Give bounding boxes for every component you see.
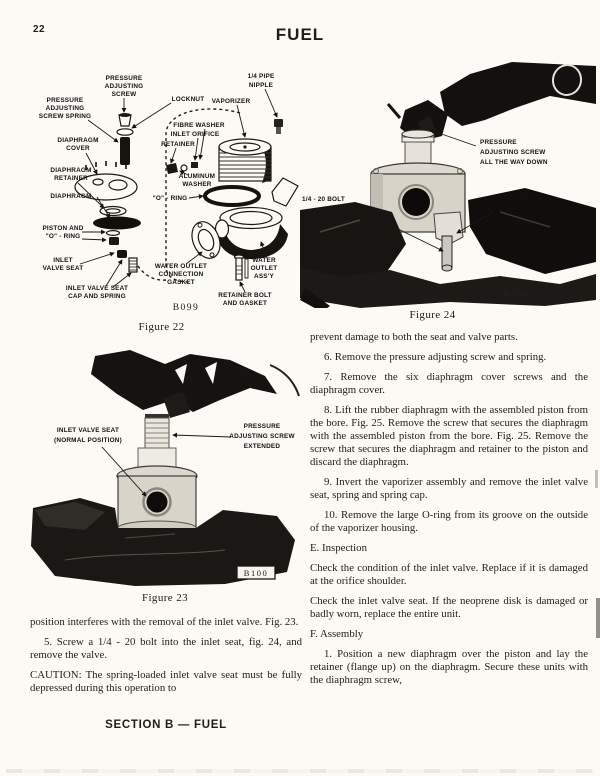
label-diaphragm: DIAPHRAGM — [50, 193, 92, 200]
label-pressure-adjusting-screw: PRESSURE — [105, 75, 143, 82]
svg-text:CONNECTION: CONNECTION — [158, 271, 204, 278]
svg-text:ADJUSTING SCREW: ADJUSTING SCREW — [480, 149, 546, 156]
right-column-text — [310, 331, 588, 694]
paragraph: CAUTION: The spring-loaded inlet valve seat must be fully depressed during this operation to — [30, 669, 302, 694]
figure-24-caption: Figure 24 — [409, 309, 456, 321]
left-column-text — [30, 616, 302, 702]
paragraph: position interferes with the removal of the inlet valve. Fig. 23. — [30, 616, 299, 628]
figure-22-photo-code: B099 — [172, 303, 200, 313]
label-fibre-washer: FIBRE WASHER — [173, 122, 225, 129]
hand-photo — [91, 350, 299, 418]
retainer-bolt-part — [235, 255, 249, 280]
scan-edge-mark — [595, 470, 598, 488]
label-seat-cap-spring: INLET VALVE SEAT — [65, 285, 129, 292]
label-aluminum-washer: ALUMINUM — [178, 173, 216, 180]
svg-text:(NORMAL POSITION): (NORMAL POSITION) — [54, 437, 122, 444]
label-water-outlet-gasket: WATER OUTLET — [154, 263, 208, 270]
label-inlet-valve-seat-normal: INLET VALVE SEAT — [56, 427, 120, 434]
o-ring-part — [205, 187, 259, 205]
svg-text:ADJUSTING: ADJUSTING — [45, 105, 85, 112]
diaphragm-part — [93, 217, 141, 230]
section-heading-inspection: E. Inspection — [310, 542, 367, 554]
label-quarter-20-bolt: 1/4 - 20 BOLT — [302, 196, 345, 203]
pressure-adjusting-screw-part — [119, 113, 131, 126]
paragraph: 7. Remove the six diaphragm cover screws and the diaphragm cover. — [310, 371, 588, 396]
svg-text:RETAINER: RETAINER — [54, 175, 88, 182]
inlet-valve-seat-part — [117, 250, 127, 258]
scan-bottom-band — [6, 769, 594, 773]
pipe-nipple-part — [274, 119, 283, 134]
label-retainer-bolt-gasket: RETAINER BOLT — [218, 292, 272, 299]
label-vaporizer: VAPORIZER — [211, 98, 251, 105]
figure-23-code-box — [237, 566, 275, 579]
inlet-orifice-block-photo — [434, 212, 463, 271]
label-water-outlet-assy: WATER — [252, 257, 276, 264]
figure-23-photo-code: B100 — [243, 568, 269, 578]
svg-text:EXTENDED: EXTENDED — [243, 443, 281, 450]
svg-text:SCREW: SCREW — [111, 91, 137, 98]
svg-text:SCREW SPRING: SCREW SPRING — [38, 113, 92, 120]
label-inlet-valve-seat: INLET — [53, 257, 73, 264]
label-screw-all-the-way-down: PRESSURE — [480, 139, 517, 146]
svg-text:COVER: COVER — [66, 145, 90, 152]
extended-screw-photo — [138, 414, 176, 472]
scan-edge-mark — [596, 598, 600, 638]
svg-text:VALVE SEAT: VALVE SEAT — [42, 265, 84, 272]
label-piston-o-ring: PISTON AND — [42, 225, 84, 232]
paragraph: 10. Remove the large O-ring from its groove on the outside of the vaporizer housing. — [310, 509, 588, 534]
label-retainer: RETAINER — [161, 141, 195, 148]
svg-text:GASKET: GASKET — [167, 279, 195, 286]
spring-part — [120, 137, 130, 165]
svg-text:CAP AND SPRING: CAP AND SPRING — [68, 293, 126, 300]
paragraph: 1. Position a new diaphragm over the piston and lay the retainer (flange up) on the diaphragm. Secure these units with the diaphragm screw, — [310, 648, 588, 686]
label-screw-extended: PRESSURE — [243, 423, 281, 430]
vaporizer-part — [219, 139, 271, 183]
label-pipe-nipple: 1/4 PIPE — [247, 73, 275, 80]
label-diaphragm-cover: DIAPHRAGM — [57, 137, 99, 144]
paragraph: 8. Lift the rubber diaphragm with the assembled piston from the bore. Fig. 25. Remove the screw that secures the diaphragm with the assembled piston from the bore. Fig. 25. Remove the screw that secures the diaphragm and retainer to the piston and discard the diaphragm. — [310, 404, 588, 468]
figure-22-exploded-diagram — [18, 68, 305, 320]
figure-24-photo — [300, 62, 596, 308]
figure-23-caption: Figure 23 — [141, 592, 189, 604]
paragraph: 9. Invert the vaporizer assembly and remove the inlet valve seat, spring and spring cap. — [310, 476, 588, 501]
figure-22-caption: Figure 22 — [138, 321, 185, 333]
svg-text:NIPPLE: NIPPLE — [248, 82, 274, 89]
svg-text:ADJUSTING: ADJUSTING — [104, 83, 144, 90]
svg-text:ASS'Y: ASS'Y — [254, 273, 274, 280]
paragraph: 5. Screw a 1/4 - 20 bolt into the inlet seat, fig. 24, and remove the valve. — [30, 636, 302, 661]
vaporizer-body-photo-23 — [117, 466, 197, 535]
page-number: 22 — [33, 24, 46, 35]
section-footer: SECTION B — FUEL — [105, 719, 227, 731]
seat-cap-and-spring-part — [129, 258, 137, 272]
svg-text:BLOCK: BLOCK — [506, 204, 530, 211]
pressure-adjusting-screw-photo — [402, 130, 434, 168]
piston-and-o-ring-part — [107, 231, 120, 245]
svg-text:AND GASKET: AND GASKET — [222, 300, 268, 307]
paragraph: Check the condition of the inlet valve. Replace if it is damaged at the orifice shoulder. — [310, 562, 588, 587]
svg-text:"O" - RING: "O" - RING — [45, 233, 81, 240]
svg-text:WASHER: WASHER — [182, 181, 212, 188]
paragraph: Check the inlet valve seat. If the neoprene disk is damaged or badly worn, replace the entire unit. — [310, 595, 588, 620]
paragraph: prevent damage to both the seat and valve parts. — [310, 331, 518, 343]
locknut-part — [117, 129, 133, 135]
figure-23-labels — [54, 423, 295, 450]
label-inlet-orifice: INLET ORIFICE — [170, 131, 220, 138]
label-inlet-orifice-block: INLET ORIFICE — [493, 194, 543, 201]
label-locknut: LOCKNUT — [171, 96, 205, 103]
svg-text:OUTLET: OUTLET — [250, 265, 278, 272]
figure-23-photo — [25, 350, 305, 590]
section-heading-assembly: F. Assembly — [310, 628, 364, 640]
figure-24-photo-code: B101 — [504, 291, 531, 301]
label-diaphragm-retainer: DIAPHRAGM — [50, 167, 92, 174]
svg-text:ADJUSTING SCREW: ADJUSTING SCREW — [229, 433, 295, 440]
label-o-ring: "O" - RING — [152, 195, 188, 202]
page-title: FUEL — [275, 25, 325, 44]
label-screw-spring: PRESSURE — [46, 97, 84, 104]
svg-text:ALL THE WAY DOWN: ALL THE WAY DOWN — [480, 159, 548, 166]
paragraph: 6. Remove the pressure adjusting screw and spring. — [324, 351, 547, 363]
